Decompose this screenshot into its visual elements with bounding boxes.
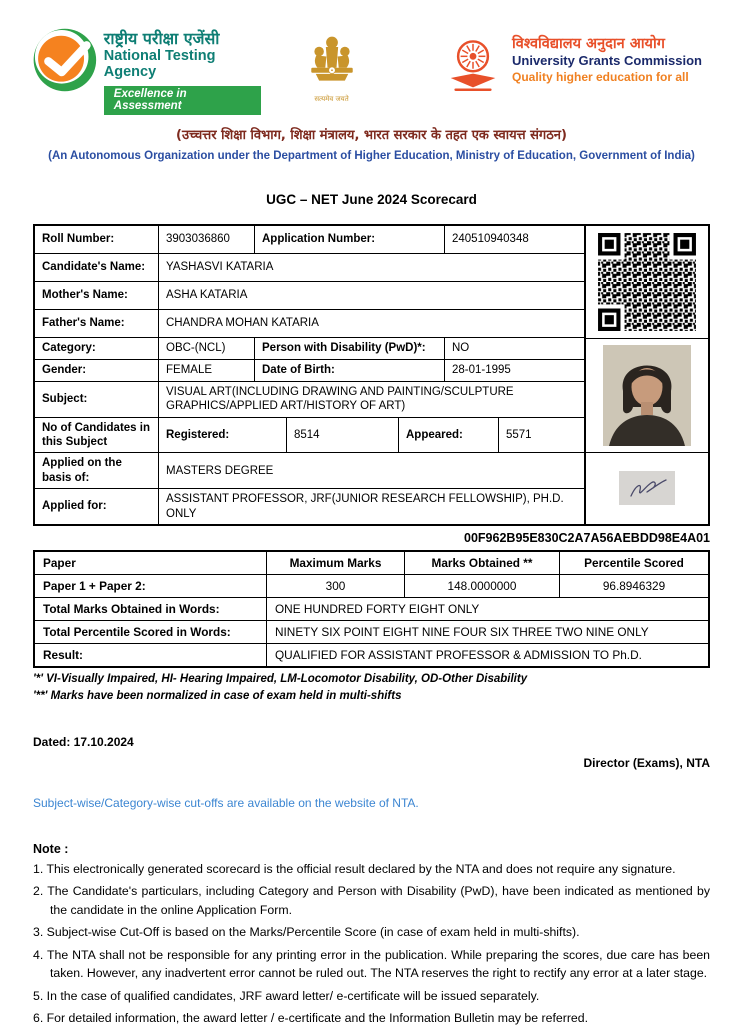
- table-row: [35, 226, 584, 254]
- candidates-count-label: No of Candidates in this Subject: [35, 418, 159, 453]
- result-value: QUALIFIED FOR ASSISTANT PROFESSOR & ADMISSION TO Ph.D.: [275, 647, 642, 662]
- nta-logo-icon: [33, 26, 97, 94]
- score-header-max-marks: Maximum Marks: [267, 552, 405, 574]
- ugc-logo-icon: [442, 34, 504, 96]
- qr-code: [596, 231, 698, 333]
- ashoka-emblem-icon: [304, 28, 360, 94]
- father-name-value: CHANDRA MOHAN KATARIA: [166, 317, 319, 330]
- footnote-disability: '*' VI-Visually Impaired, HI- Hearing Impaired, LM-Locomotor Disability, OD-Other Disability: [33, 672, 528, 685]
- application-number-value: 240510940348: [452, 233, 529, 246]
- score-header-percentile: Percentile Scored: [584, 555, 684, 570]
- note-item-3: 3. Subject-wise Cut-Off is based on the Marks/Percentile Score (in case of exam held in multi-shifts).: [33, 925, 580, 940]
- mother-name-value: ASHA KATARIA: [166, 289, 248, 302]
- marks-obtained-value: 148.0000000: [405, 575, 560, 597]
- score-row: [35, 644, 708, 666]
- signatory-line: Director (Exams), NTA: [583, 755, 710, 770]
- table-row: [35, 282, 584, 310]
- verification-code: 00F962B95E830C2A7A56AEBDD98E4A01: [464, 530, 710, 545]
- india-emblem-block: [304, 26, 360, 104]
- table-row: [35, 418, 584, 454]
- pwd-label: Person with Disability (PwD)*:: [255, 338, 445, 359]
- applied-basis-label: Applied on the basis of:: [35, 453, 159, 488]
- qr-cell: [586, 226, 708, 339]
- paper-row-label: Paper 1 + Paper 2:: [35, 575, 267, 597]
- candidate-details-table: [33, 224, 586, 526]
- score-header-row: [35, 552, 708, 575]
- org-line-hindi: (उच्चत्तर शिक्षा विभाग, शिक्षा मंत्रालय, भारत सरकार के तहत एक स्वायत्त संगठन): [176, 127, 567, 143]
- table-row: [35, 489, 584, 524]
- table-row: [35, 310, 584, 338]
- table-row: [35, 360, 584, 382]
- registered-label: Registered:: [159, 418, 287, 453]
- application-number-label: Application Number:: [255, 226, 445, 253]
- dated-line: Dated: 17.10.2024: [33, 734, 134, 749]
- result-label: Result:: [35, 644, 267, 666]
- note-item-5: 5. In the case of qualified candidates, JRF award letter/ e-certificate will be issued separately.: [33, 988, 540, 1003]
- ugc-branding: [442, 26, 710, 96]
- table-row: [35, 338, 584, 360]
- nta-name-english: National Testing Agency: [103, 47, 216, 81]
- ugc-tagline: Quality higher education for all: [512, 69, 689, 84]
- emblem-motto: सत्यमेव जयते: [314, 95, 349, 103]
- note-item-6: 6. For detailed information, the award letter / e-certificate and the Information Bulletin may be referred.: [33, 1011, 589, 1025]
- score-table: [33, 550, 710, 668]
- candidate-info-section: [33, 224, 710, 526]
- candidate-photo: [603, 345, 691, 446]
- candidate-name-value: YASHASVI KATARIA: [166, 261, 274, 274]
- roll-number-value: 3903036860: [159, 226, 255, 253]
- nta-branding: [33, 26, 261, 115]
- score-row: [35, 621, 708, 644]
- gender-label: Gender:: [35, 360, 159, 381]
- gender-value: FEMALE: [159, 360, 255, 381]
- appeared-label: Appeared:: [399, 418, 499, 453]
- total-percentile-words-label: Total Percentile Scored in Words:: [35, 621, 267, 643]
- subject-label: Subject:: [35, 382, 159, 417]
- category-label: Category:: [35, 338, 159, 359]
- score-header-marks-obtained: Marks Obtained **: [405, 552, 560, 574]
- maximum-marks-value: 300: [267, 575, 405, 597]
- score-row: [35, 575, 708, 598]
- note-item-1: 1. This electronically generated scorecard is the official result declared by the NTA and does not require any signature.: [33, 861, 676, 876]
- ugc-name-hindi: विश्वविद्यालय अनुदान आयोग: [512, 36, 665, 52]
- org-line-english: (An Autonomous Organization under the Department of Higher Education, Ministry of Education, Government of India): [48, 149, 695, 162]
- registered-value: 8514: [287, 418, 399, 453]
- father-name-label: Father's Name:: [35, 310, 159, 337]
- applied-for-label: Applied for:: [35, 489, 159, 524]
- score-header-paper: Paper: [35, 552, 267, 574]
- total-marks-words-label: Total Marks Obtained in Words:: [35, 598, 267, 620]
- note-heading: Note :: [33, 841, 69, 856]
- dob-label: Date of Birth:: [255, 360, 445, 381]
- category-value: OBC-(NCL): [159, 338, 255, 359]
- photo-cell: [586, 339, 708, 453]
- signature-cell: [586, 453, 708, 524]
- footnote-normalized: '**' Marks have been normalized in case of exam held in multi-shifts: [33, 689, 402, 702]
- total-percentile-words-value: NINETY SIX POINT EIGHT NINE FOUR SIX THREE TWO NINE ONLY: [275, 624, 649, 639]
- note-item-4: 4. The NTA shall not be responsible for any printing error in the publication. While preparing the scores, due care has been taken. However, any inadvertent error cannot be ruled out. The NTA reserves the right to rectify any error at a later stage.: [33, 947, 710, 981]
- nta-tagline-banner: Excellence in Assessment: [104, 86, 261, 115]
- table-row: [35, 453, 584, 489]
- identity-column: [586, 224, 710, 526]
- subject-value: VISUAL ART(INCLUDING DRAWING AND PAINTING/SCULPTURE GRAPHICS/APPLIED ART/HISTORY OF ART): [166, 385, 514, 413]
- ugc-name-english: University Grants Commission: [512, 52, 702, 68]
- page-title: UGC – NET June 2024 Scorecard: [266, 191, 477, 207]
- applied-basis-value: MASTERS DEGREE: [166, 464, 274, 477]
- roll-number-label: Roll Number:: [35, 226, 159, 253]
- table-row: [35, 254, 584, 282]
- nta-text-block: [104, 26, 261, 115]
- applied-for-value: ASSISTANT PROFESSOR, JRF(JUNIOR RESEARCH FELLOWSHIP), PH.D. ONLY: [166, 493, 564, 520]
- header: [33, 26, 710, 115]
- total-marks-words-value: ONE HUNDRED FORTY EIGHT ONLY: [275, 601, 480, 616]
- dob-value: 28-01-1995: [452, 364, 511, 377]
- pwd-value: NO: [452, 342, 470, 355]
- mother-name-label: Mother's Name:: [35, 282, 159, 309]
- table-row: [35, 382, 584, 418]
- candidate-signature: [619, 471, 675, 505]
- nta-name-hindi: राष्ट्रीय परीक्षा एजेंसी: [103, 29, 220, 48]
- percentile-value: 96.8946329: [602, 578, 666, 593]
- score-row: [35, 598, 708, 621]
- candidate-name-label: Candidate's Name:: [35, 254, 159, 281]
- appeared-value: 5571: [506, 428, 532, 441]
- note-item-2: 2. The Candidate's particulars, including Category and Person with Disability (PwD), have been indicated as mentioned by the candidate in the online Application Form.: [33, 884, 710, 917]
- cutoff-notice-link[interactable]: Subject-wise/Category-wise cut-offs are available on the website of NTA.: [33, 795, 419, 810]
- ugc-text-block: [512, 34, 702, 84]
